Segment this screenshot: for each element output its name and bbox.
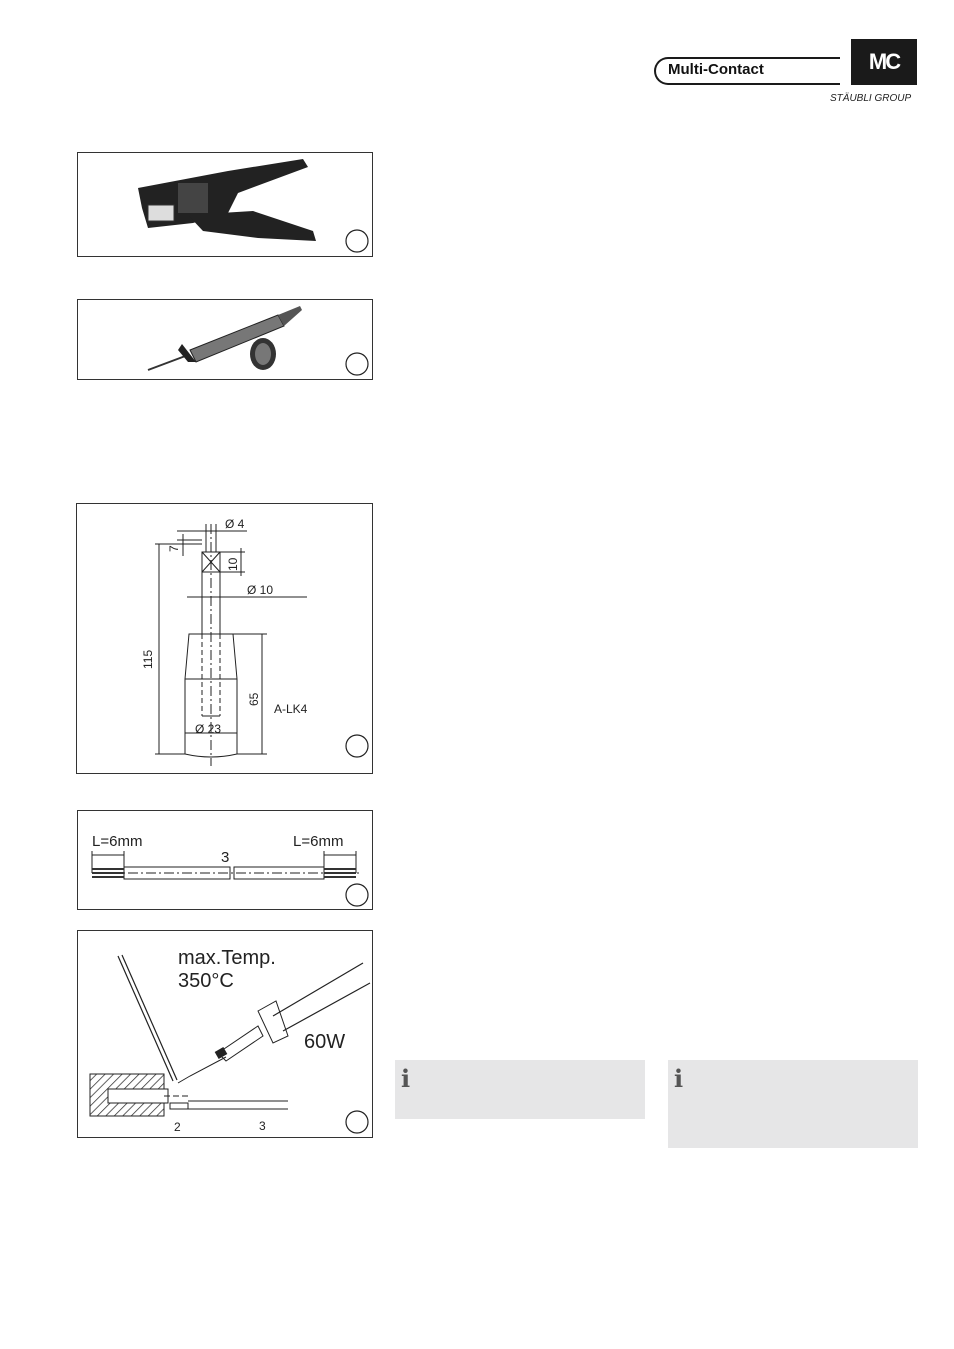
max-temp-label: max.Temp. (178, 947, 276, 969)
dim-top-height: 7 (167, 545, 181, 552)
cable-number: 3 (221, 849, 230, 866)
cable-strip-drawing (78, 811, 374, 911)
max-temp-value: 350°C (178, 970, 234, 992)
dimension-drawing (77, 504, 374, 775)
figure-cable-strip (77, 810, 373, 910)
strip-length-right: L=6mm (293, 833, 344, 850)
figure-wire-stripper (77, 152, 373, 257)
info-icon: i (401, 1064, 411, 1093)
soldering-iron-photo-icon (78, 300, 374, 381)
power-label: 60W (304, 1031, 346, 1053)
dim-top-diameter: Ø 4 (225, 517, 245, 531)
dim-square-height: 10 (226, 557, 240, 571)
info-box-2 (668, 1060, 918, 1148)
dim-grip-length: 65 (247, 692, 261, 706)
part-2-label: 2 (174, 1120, 181, 1134)
part-3-label: 3 (259, 1119, 266, 1133)
figure-dimension-drawing (76, 503, 373, 774)
part-label: A-LK4 (274, 702, 308, 716)
dim-shaft-diameter: Ø 10 (247, 583, 274, 597)
dim-grip-diameter: Ø 23 (195, 722, 222, 736)
soldering-drawing (78, 931, 374, 1139)
figure-soldering-iron (77, 299, 373, 380)
dim-total-length: 115 (141, 649, 155, 669)
info-icon: i (674, 1064, 684, 1093)
mc-logo-mark: MC (851, 39, 917, 85)
group-name: STÄUBLI GROUP (830, 93, 912, 104)
strip-length-left: L=6mm (92, 833, 143, 850)
info-box-1 (395, 1060, 645, 1119)
figure-soldering (77, 930, 373, 1138)
wire-stripper-photo-icon (78, 153, 374, 258)
brand-name: Multi-Contact (668, 61, 764, 78)
